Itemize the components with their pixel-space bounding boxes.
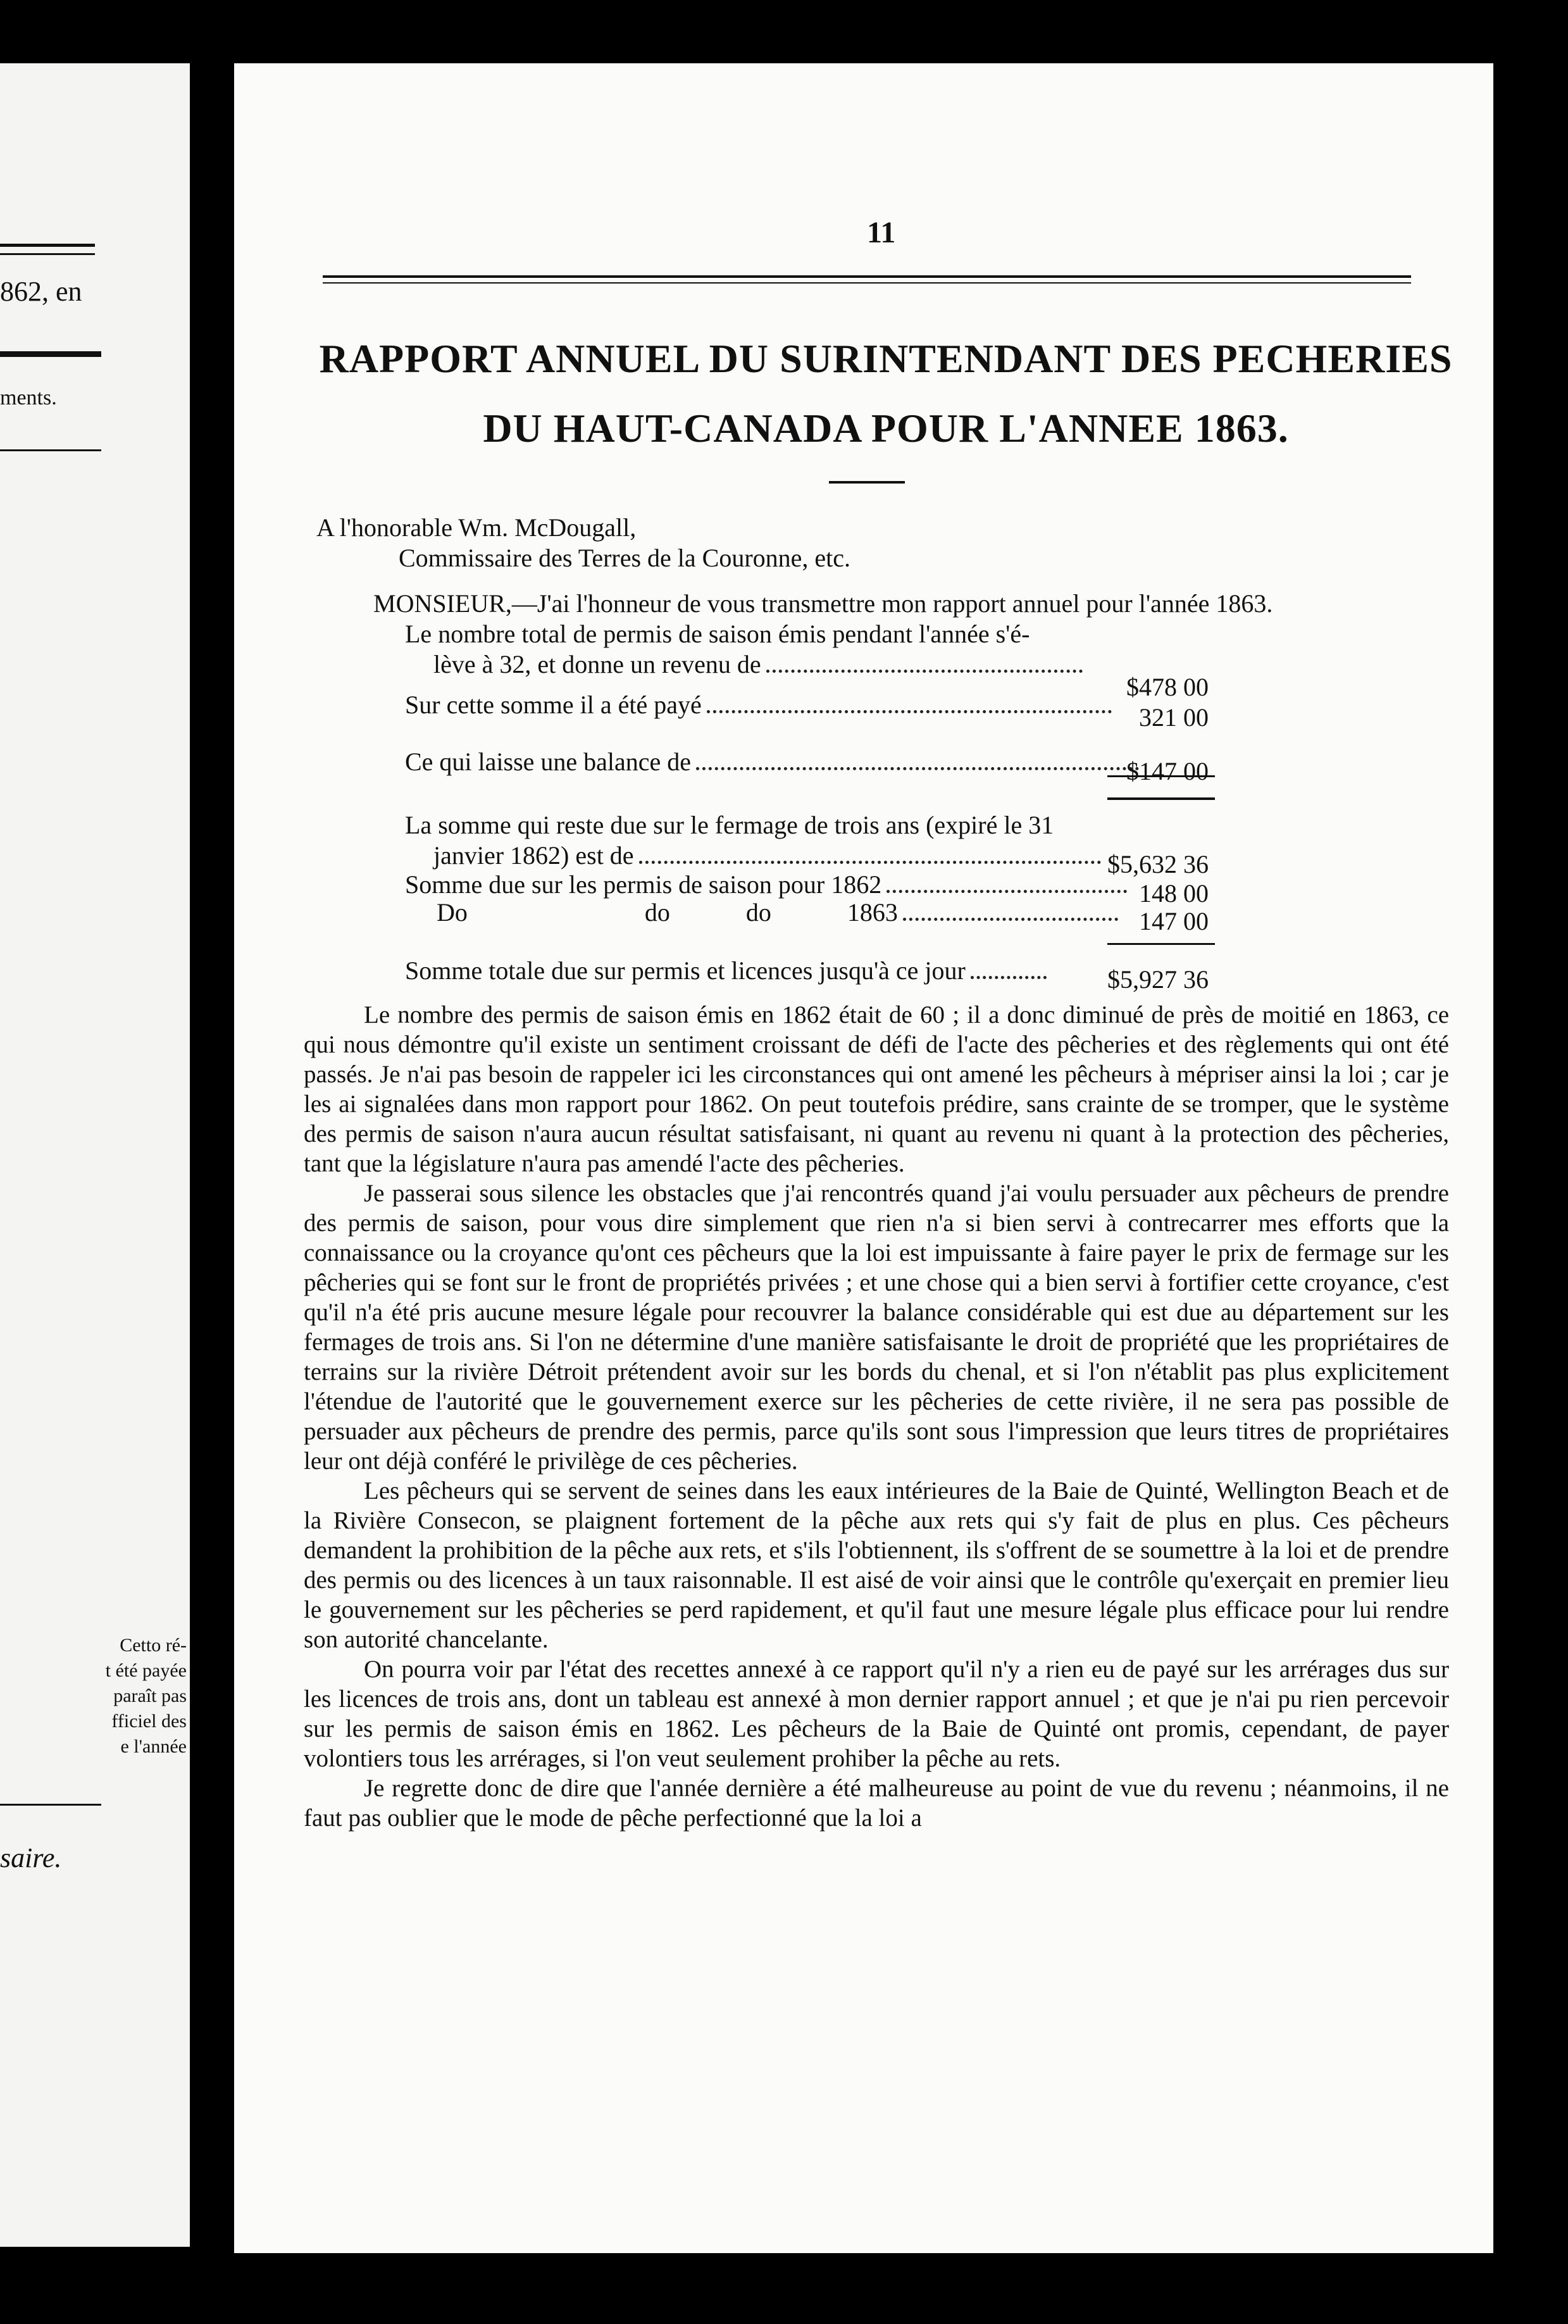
account-line (405, 870, 1550, 899)
account-line (433, 840, 1568, 870)
note-line: fficiel des (111, 1711, 187, 1732)
account-amount: 147 00 (1139, 907, 1209, 935)
left-page-rule (0, 351, 101, 357)
account-line (437, 897, 1568, 927)
paragraph: Je regrette donc de dire que l'année dernière a été malheureuse au point de vue du revenu ; néanmoins, il ne faut pas oublier que le mode de pêche perfectionné que la loi a (304, 1775, 1449, 1832)
title-rule (829, 481, 905, 484)
account-label: Ce qui laisse une balance de (405, 747, 692, 776)
account-amount: 321 00 (1139, 703, 1209, 732)
left-page-margin-note (0, 1633, 187, 1759)
paragraph: Je passerai sous silence les obstacles que j'ai rencontrés quand j'ai voulu persuader aux pêcheurs de prendre des permis de saison, pour vous dire simplement que rien n'a si bien servi à contrecarrer mes efforts que la connaissance ou la croyance qu'ont ces pêcheurs que la loi est impuissante à faire payer le prix de fermage sur les pêcheries qui se font sur le front de propriétés privées ; et une chose qui a bien servi à fortifier cette croyance, c'est qu'il n'a été pris aucune mesure légale pour recouvrer la balance considérable qui est due au département sur les fermages de trois ans. Si l'on ne détermine d'une manière satisfaisante le droit de propriété que les propriétaires de terrains sur la rivière Détroit prétendent avoir sur les bords du chenal, et si l'on n'établit pas plus explicitement l'étendue de l'autorité que le gouvernement exerce sur les pêcheries de cette rivière, il ne sera pas possible de persuader aux pêcheurs de prendre des permis, parce qu'ils sont sous l'impression que leurs titres de propriétaires leur ont déjà conféré le privilège de ces pêcheries. (304, 1180, 1449, 1475)
ditto: do (745, 898, 771, 927)
account-label: lève à 32, et donne un revenu de (433, 650, 761, 678)
paragraph: Les pêcheurs qui se servent de seines dans les eaux intérieures de la Baie de Quinté, Wellington Beach et de la Rivière Consecon, se plaignent fortement de la pêche aux rets qui s'y fait de plus en plus. Ces pêcheurs demandent la prohibition de la pêche aux rets, et s'ils l'obtiennent, ils s'offrent de se soumettre à la loi et de prendre des permis ou des licences à un taux raisonnable. Il est aisé de voir ainsi que le contrôle qu'exerçait en premier lieu le gouvernement sur les pêcheries se perd rapidement, et qu'il faut une mesure légale plus efficace pour lui rendre son autorité chancelante. (304, 1477, 1449, 1653)
salutation: MONSIEUR,—J'ai l'honneur de vous transmettre mon rapport annuel pour l'année 1863. (373, 589, 1273, 618)
left-page-rule (0, 253, 95, 255)
addressee-role: Commissaire des Terres de la Couronne, etc. (399, 544, 851, 572)
account-label: Sur cette somme il a été payé (405, 690, 702, 719)
account-line (405, 956, 1550, 985)
account-year: 1863 (847, 898, 898, 927)
dot-leader (639, 861, 1101, 864)
ditto: do (644, 898, 670, 927)
note-line: Cetto ré- (120, 1635, 187, 1656)
page-number: 11 (867, 216, 896, 249)
left-page-rule (0, 1804, 101, 1806)
note-line: e l'année (120, 1736, 187, 1757)
account-line (433, 649, 1568, 679)
account-label: janvier 1862) est de (433, 841, 634, 870)
account-line: La somme qui reste due sur le fermage de trois ans (expiré le 31 (405, 811, 1054, 839)
dot-leader (707, 710, 1112, 713)
note-line: paraît pas (113, 1685, 187, 1706)
account-label: Somme due sur les permis de saison pour 1862 (405, 870, 882, 899)
paragraph: Le nombre des permis de saison émis en 1862 était de 60 ; il a donc diminué de près de moitié en 1863, ce qui nous démontre qu'il existe un sentiment croissant de défi de l'acte des pêcheries et des règlements qui ont été passés. Je n'ai pas besoin de rappeler ici les circonstances qui ont amené les pêcheurs à mépriser ainsi la loi ; car je les ai signalées dans mon rapport pour 1862. On peut toutefois prédire, sans crainte de se tromper, que le système des permis de saison n'aura aucun résultat satisfaisant, ni quant au revenu ni quant à la protection des pêcheries, tant que la législature n'aura pas amendé l'acte des pêcheries. (304, 1001, 1449, 1177)
account-amount: 148 00 (1139, 879, 1209, 908)
header-rule (323, 275, 1411, 278)
account-total: $5,927 36 (1107, 965, 1209, 994)
dot-leader (971, 976, 1047, 979)
addressee: A l'honorable Wm. McDougall, (316, 513, 637, 542)
account-line (405, 747, 1550, 777)
main-page (234, 63, 1493, 2253)
left-page-text: saire. (0, 1842, 62, 1873)
account-line (405, 690, 1550, 720)
dot-leader (696, 767, 1139, 770)
sum-rule (1107, 943, 1215, 945)
note-line: t été payée (105, 1660, 187, 1681)
ditto: Do (437, 898, 468, 927)
account-amount: $147 00 (1126, 757, 1209, 785)
dot-leader (766, 670, 1083, 673)
account-amount: $478 00 (1126, 673, 1209, 701)
account-label: Somme totale due sur permis et licences jusqu'à ce jour (405, 956, 966, 985)
left-page-text: ments. (0, 386, 57, 409)
paragraph: On pourra voir par l'état des recettes annexé à ce rapport qu'il n'y a rien eu de payé sur les arrérages dus sur les licences de trois ans, dont un tableau est annexé à mon dernier rapport annuel ; et que je n'ai pu rien percevoir sur les permis de saison émis en 1862. Les pêcheurs de la Baie de Quinté ont promis, cependant, de payer volontiers tous les arrérages, si l'on veut seulement prohiber la pêche au rets. (304, 1656, 1449, 1772)
account-amount: $5,632 36 (1107, 850, 1209, 878)
report-title-line-1: RAPPORT ANNUEL DU SURINTENDANT DES PECHERIES (319, 336, 1453, 381)
header-rule (323, 282, 1411, 284)
left-page-fragment (0, 63, 190, 2247)
report-title-line-2: DU HAUT-CANADA POUR L'ANNEE 1863. (483, 406, 1289, 451)
left-page-rule (0, 244, 95, 247)
report-body (304, 1000, 1449, 1833)
account-line: Le nombre total de permis de saison émis pendant l'année s'é- (405, 620, 1030, 648)
page-gutter (190, 0, 234, 2324)
left-page-text: 862, en (0, 276, 82, 307)
sum-rule (1107, 797, 1215, 800)
left-page-rule (0, 449, 101, 451)
